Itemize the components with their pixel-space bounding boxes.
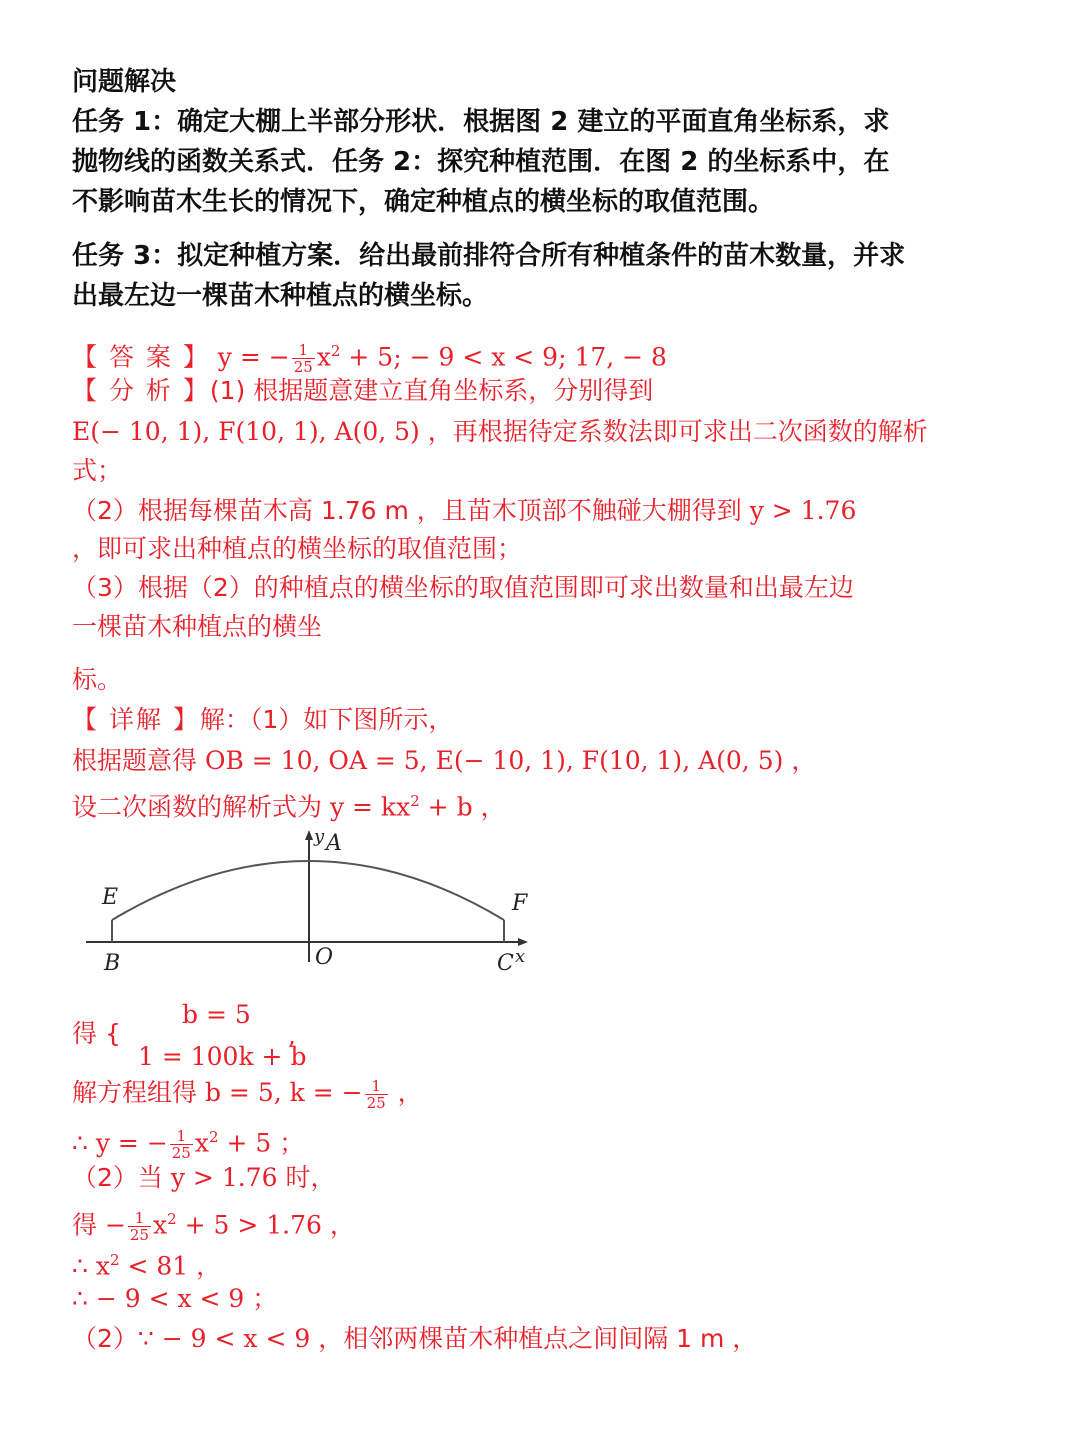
task-line: 任务 1：确定大棚上半部分形状．根据图 2 建立的平面直角坐标系，求: [72, 107, 890, 137]
step-var: x: [194, 1128, 209, 1158]
label-y: y: [314, 826, 325, 847]
step-math: + 5: [218, 1128, 272, 1158]
analysis-line-7: 一棵苗木种植点的横坐: [72, 612, 323, 641]
analysis-line-8: 标。: [72, 665, 123, 694]
analysis-tag: 【 分 析 】: [72, 376, 210, 405]
step-3: [72, 1158, 335, 1198]
analysis-line-2: [72, 412, 928, 452]
analysis-line-4: [72, 491, 856, 531]
x-axis-arrow: [518, 938, 528, 946]
punct: ；: [252, 1284, 278, 1313]
detail-tag: 【 详解 】: [72, 705, 200, 734]
step-1: [72, 1073, 423, 1113]
exponent: 2: [208, 1128, 219, 1146]
system-brace: 得 {: [72, 1019, 121, 1048]
exponent: 2: [330, 342, 341, 360]
system-eq-1: b = 5: [182, 1000, 251, 1029]
detail-text: 设二次函数的解析式为: [72, 792, 323, 822]
fraction: $\frac{1}{25}$: [129, 1208, 150, 1244]
label-b: B: [104, 951, 121, 976]
heading: 问题解决: [72, 67, 177, 97]
task-line: 抛物线的函数关系式．任务 2：探究种植范围．在图 2 的坐标系中，在: [72, 147, 890, 177]
fraction: $\frac{1}{25}$: [293, 340, 313, 376]
step-text: （2）: [72, 1324, 138, 1353]
parabola-figure: [72, 822, 542, 987]
step-math: < 81: [119, 1251, 189, 1281]
label-c: C: [497, 951, 514, 976]
answer-math: y = −: [217, 342, 290, 372]
step-math: ∴ − 9 < x < 9: [72, 1284, 245, 1313]
punct: ；: [279, 1128, 305, 1158]
punct: ，: [791, 746, 817, 775]
fraction: $\frac{1}{25}$: [171, 1126, 191, 1162]
detail-line-1: [72, 700, 453, 740]
analysis-text: ，再根据待定系数法即可求出二次函数的解析: [427, 417, 928, 446]
punct: ，: [480, 792, 506, 822]
analysis-line-6: （3）根据（2）的种植点的横坐标的取值范围即可求出数量和出最左边: [72, 573, 854, 602]
detail-line-2: [72, 741, 816, 781]
task-line: 不影响苗木生长的情况下，确定种植点的横坐标的取值范围。: [72, 187, 775, 217]
detail-line-3: [72, 781, 506, 827]
exponent: 2: [167, 1210, 177, 1228]
task-3-text: [72, 236, 1020, 316]
task-1-2-text: [72, 102, 1020, 222]
step-math: b = 5, k = −: [204, 1078, 363, 1107]
step-text: ，相邻两棵苗木种植点之间间隔 1 m ，: [318, 1324, 758, 1353]
step-text: 解方程组得: [72, 1078, 198, 1107]
fraction: $\frac{1}{25}$: [366, 1076, 386, 1112]
label-o: O: [315, 945, 334, 970]
punct: ，: [196, 1251, 222, 1281]
analysis-text: (1) 根据题意建立直角坐标系，分别得到: [209, 376, 654, 405]
system-comma: ,: [288, 1021, 296, 1050]
detail-math: + b: [419, 792, 473, 822]
punct: ，: [329, 1210, 355, 1240]
step-math: −: [104, 1210, 126, 1240]
step-2: [72, 1117, 304, 1163]
detail-text: 根据题意得: [72, 746, 198, 775]
analysis-points: E(− 10, 1), F(10, 1), A(0, 5): [72, 417, 420, 446]
step-text: （2）当: [72, 1163, 163, 1192]
step-text: 时，: [285, 1163, 336, 1192]
step-4: [72, 1199, 355, 1245]
step-math: y > 1.76: [170, 1163, 278, 1192]
punct: ，: [397, 1078, 423, 1107]
y-axis-arrow: [305, 830, 313, 840]
step-7: [72, 1319, 757, 1359]
step-math: ∴ y = −: [72, 1128, 168, 1158]
answer-math-rest: + 5; − 9 < x < 9; 17, − 8: [340, 342, 667, 372]
task-line: 任务 3：拟定种植方案．给出最前排符合所有种植条件的苗木数量，并求: [72, 241, 906, 271]
task-line: 出最左边一棵苗木种植点的横坐标。: [72, 281, 489, 311]
step-text: 得: [72, 1210, 98, 1240]
detail-math: OB = 10, OA = 5, E(− 10, 1), F(10, 1), A(0, 5): [204, 746, 784, 775]
analysis-line-3: 式；: [72, 456, 123, 485]
system-eq-2: 1 = 100k + b: [138, 1042, 307, 1071]
analysis-line-5: ，即可求出种植点的横坐标的取值范围；: [72, 534, 523, 563]
step-6: [72, 1279, 277, 1319]
answer-var: x: [316, 342, 331, 372]
detail-text: 解：（1）如下图所示，: [199, 705, 454, 734]
step-math: ∴ x: [72, 1251, 110, 1281]
label-a: A: [326, 831, 342, 856]
analysis-math: y > 1.76: [749, 496, 857, 525]
step-var: x: [153, 1210, 168, 1240]
label-x: x: [515, 946, 526, 967]
analysis-line-1: [72, 371, 653, 411]
step-math: ∵ − 9 < x < 9: [137, 1324, 311, 1353]
label-f: F: [512, 891, 528, 916]
label-e: E: [102, 885, 119, 910]
step-math: + 5 > 1.76: [176, 1210, 322, 1240]
analysis-text: （2）根据每棵苗木高 1.76 m ，且苗木顶部不触碰大棚得到: [72, 496, 742, 525]
detail-math: y = kx: [329, 792, 411, 822]
exponent: 2: [410, 792, 420, 810]
answer-tag: 【 答 案 】: [72, 342, 210, 372]
exponent: 2: [109, 1251, 120, 1269]
